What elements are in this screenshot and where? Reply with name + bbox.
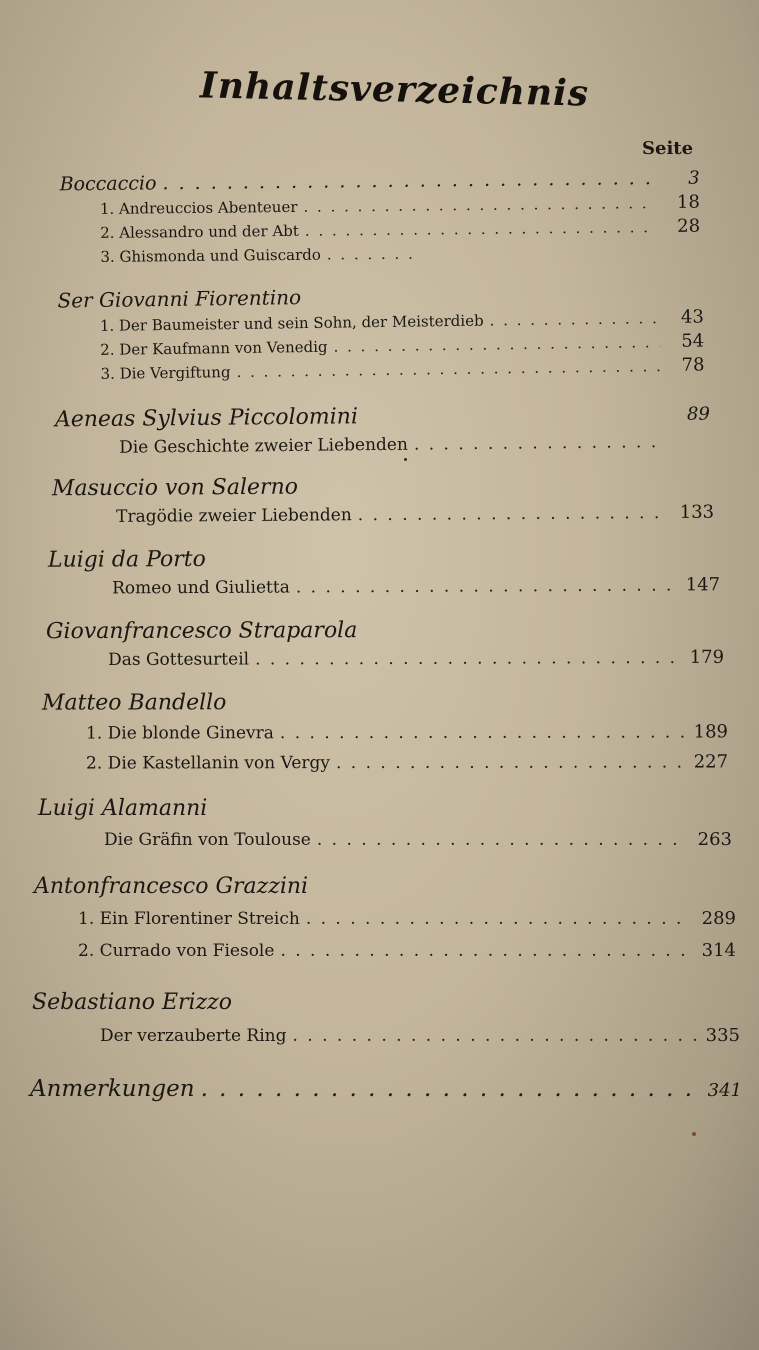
toc-entry (55, 429, 710, 462)
toc-author: Sebastiano Erizzo (32, 990, 233, 1015)
toc-section (30, 1074, 742, 1104)
toc-section (57, 277, 704, 386)
toc-entry (42, 717, 728, 748)
toc-author: Luigi da Porto (47, 546, 206, 573)
toc-page-number: 179 (689, 646, 725, 668)
toc-page-number: 54 (681, 330, 705, 352)
toc-section (48, 542, 720, 602)
toc-leader-dots (230, 354, 660, 384)
toc-entry (32, 1018, 740, 1054)
toc-entry-title: 2. Der Kaufmann von Venedig (100, 337, 328, 359)
toc-leader-dots (483, 306, 660, 332)
toc-entry-title: 1. Der Baumeister und sein Sohn, der Meisterdieb (99, 311, 484, 335)
paper-speck (692, 1132, 696, 1136)
toc-author-row (38, 794, 732, 824)
toc-entry-title: Der verzauberte Ring (100, 1026, 287, 1046)
toc-leader-dots (287, 1018, 697, 1054)
toc-author-row (48, 542, 720, 576)
toc-author: Matteo Bandello (41, 690, 227, 716)
toc-author: Boccaccio (59, 172, 157, 196)
toc-entry (34, 902, 736, 936)
toc-entry (52, 500, 714, 531)
toc-leader-dots (274, 717, 684, 748)
toc-entry-title: Das Gottesurteil (108, 649, 250, 670)
toc-entry (46, 645, 724, 673)
toc-leader-dots (300, 902, 692, 936)
toc-page-number: 335 (705, 1025, 740, 1046)
toc-entry-title: Tragödie zweier Liebenden (116, 505, 352, 527)
toc-leader-dots (195, 1074, 698, 1104)
toc-page-number: 341 (707, 1080, 742, 1101)
toc-author: Ser Giovanni Fiorentino (57, 285, 302, 313)
toc-author: Aeneas Sylvius Piccolomini (54, 404, 359, 433)
toc-entry-title: Romeo und Giulietta (112, 577, 290, 599)
toc-section (46, 615, 724, 673)
toc-author: Anmerkungen (30, 1076, 195, 1102)
toc-author: Giovanfrancesco Straparola (45, 618, 358, 645)
toc-entry (42, 747, 728, 778)
toc-page-number: 147 (685, 574, 721, 596)
toc-author: Luigi Alamanni (38, 796, 208, 821)
toc-leader-dots (299, 215, 656, 243)
toc-entry-title: 1. Ein Florentiner Streich (78, 909, 300, 929)
toc-section (42, 687, 728, 778)
toc-section (32, 988, 740, 1054)
toc-author: Masuccio von Salerno (51, 474, 299, 502)
toc-entry (60, 241, 460, 269)
page-title: Inhaltsverzeichnis (199, 64, 590, 115)
toc-entry (38, 824, 732, 856)
toc-page-number: 89 (686, 403, 710, 425)
toc-leader-dots (330, 747, 684, 778)
toc-section (34, 872, 736, 966)
toc-page-number: 263 (697, 829, 732, 850)
toc-section (38, 794, 732, 856)
toc-author-row (34, 872, 736, 902)
toc-page-number: 227 (693, 751, 729, 773)
toc-section (55, 399, 711, 462)
toc-section (60, 165, 701, 270)
toc-leader-dots (321, 242, 417, 267)
toc-author: Antonfrancesco Grazzini (34, 874, 309, 899)
toc-page-number: 289 (701, 908, 736, 929)
toc-entry-title: Die Geschichte zweier Liebenden (119, 434, 408, 458)
toc-page-number: 18 (676, 191, 700, 213)
toc-page-number: 28 (677, 215, 701, 237)
toc-entry-title: 3. Die Vergiftung (100, 363, 231, 383)
toc-entry-title: 2. Alessandro und der Abt (100, 221, 299, 242)
toc-leader-dots (249, 645, 680, 673)
toc-page-number: 3 (688, 167, 700, 189)
paper-speck (404, 458, 407, 461)
toc-page-number: 314 (701, 940, 736, 961)
toc-author-row (52, 470, 714, 505)
page-column-header: Seite (642, 138, 694, 159)
toc-author-row (30, 1074, 742, 1104)
toc-page-number: 189 (693, 721, 729, 743)
toc-entry-title: 2. Die Kastellanin von Vergy (86, 753, 331, 774)
toc-page-number: 133 (679, 501, 715, 523)
toc-page-number: 43 (680, 306, 704, 328)
toc-author-row (32, 988, 740, 1018)
toc-author-row (42, 687, 728, 718)
toc-section (52, 470, 714, 531)
toc-entry (48, 572, 720, 602)
toc-entry (34, 936, 736, 966)
toc-leader-dots (408, 429, 667, 458)
toc-entry-title: 3. Ghismonda und Guiscardo (100, 245, 321, 266)
toc-entry-title: 1. Die blonde Ginevra (85, 723, 274, 744)
toc-entry-title: 2. Currado von Fiesole (78, 941, 275, 961)
toc-leader-dots (274, 936, 692, 966)
toc-leader-dots (352, 500, 671, 528)
toc-leader-dots (290, 572, 676, 600)
toc-page-number: 78 (681, 354, 705, 376)
toc-leader-dots (311, 824, 688, 856)
toc-entry-title: Die Gräfin von Toulouse (104, 830, 311, 850)
toc-entry-title: 1. Andreuccios Abenteuer (99, 197, 298, 218)
toc-author-row (46, 615, 724, 647)
